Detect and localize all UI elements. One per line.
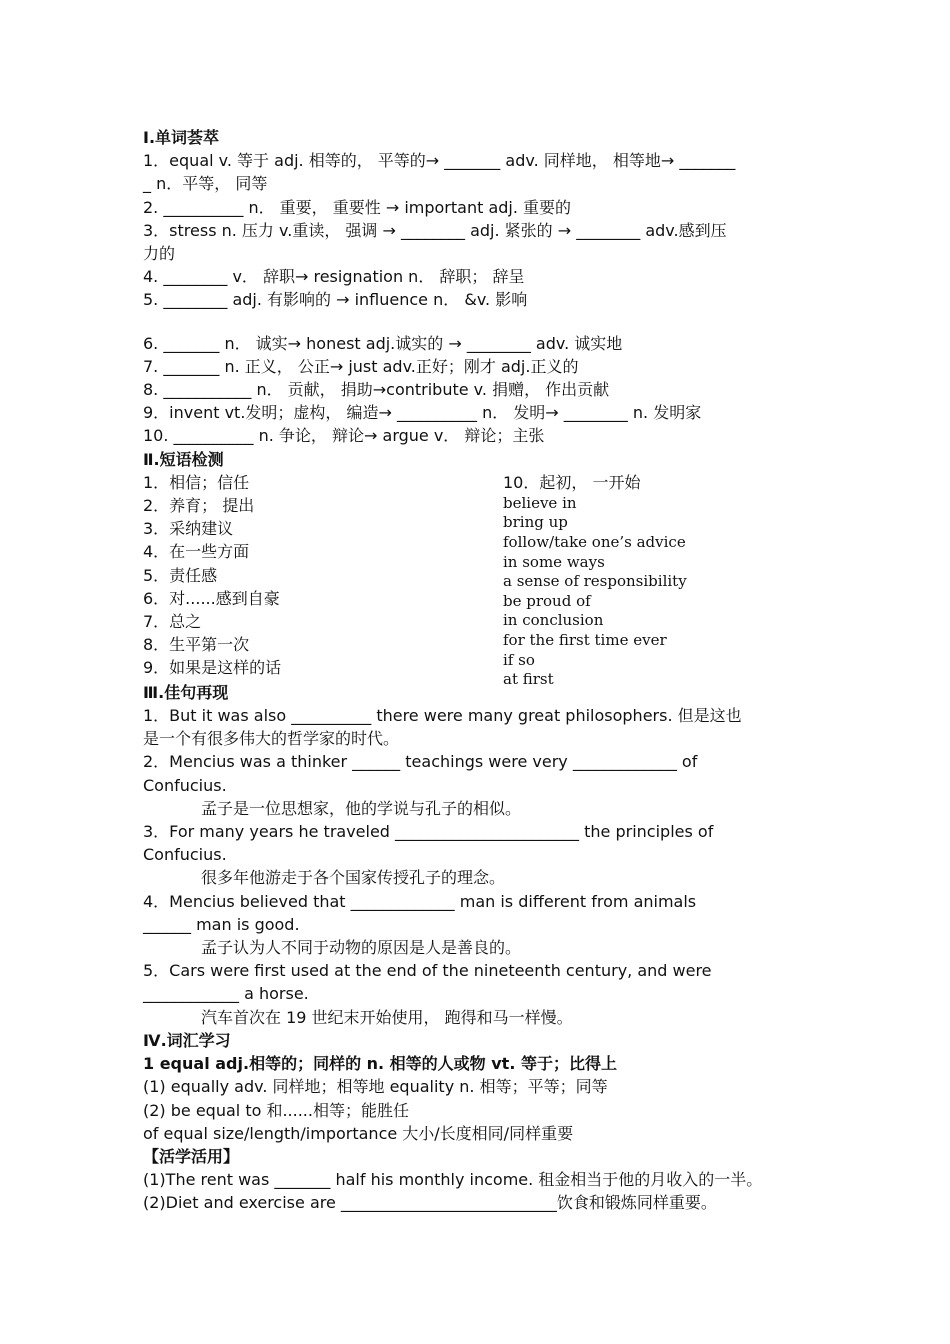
practice-heading: 【活学活用】 [143,1146,240,1166]
section3-sentence-list [143,704,823,1029]
phrase-cn-item: 8．生平第一次 [143,635,250,655]
phrase-cn-item: 2．养育； 提出 [143,496,255,516]
worksheet-page [143,126,823,1215]
phrase-answer: bring up [503,513,568,532]
sentence-line: 5．Cars were first used at the end of the nineteenth century, and were [143,961,712,981]
sentence-translation: 孟子认为人不同于动物的原因是人是善良的。 [201,938,522,958]
phrase-cn-item: 4．在一些方面 [143,542,250,562]
phrase-answer: believe in [503,493,577,512]
sentence-line: Confucius. [143,845,227,865]
sentence-translation: 很多年他游走于各个国家传授孔子的理念。 [201,868,506,888]
phrase-cn-item: 9．如果是这样的话 [143,658,282,678]
word-phrase: (2) be equal to 和......相等；能胜任 [143,1100,409,1120]
vocab-line: 1．equal v. 等于 adj. 相等的， 平等的→ _______ adv. 同样地， 相等地→ _______ [143,151,736,171]
phrase-cn-item: 7．总之 [143,612,202,632]
phrase-cn-item-10: 10．起初， 一开始 [503,472,641,492]
sentence-line: 3．For many years he traveled _______________________ the principles of [143,822,714,842]
phrase-answer: for the first time ever [503,631,667,649]
sentence-line: ____________ a horse. [143,984,309,1004]
phrase-answer: if so [503,650,535,669]
phrase-cn-item: 3．采纳建议 [143,519,234,539]
section4-heading: Ⅳ.词汇学习 [143,1030,231,1050]
phrase-check-block [143,471,823,689]
sentence-translation: 汽车首次在 19 世纪末开始使用， 跑得和马一样慢。 [201,1007,573,1027]
vocab-line: 7. _______ n. 正义， 公正→ just adv.正好；刚才 adj.正义的 [143,356,579,376]
word-phrase-example: of equal size/length/importance 大小/长度相同/同样重要 [143,1123,574,1143]
phrase-answer: in conclusion [503,611,604,630]
phrase-answer: follow/take one’s advice [503,533,686,552]
word-derivative: (1) equally adv. 同样地；相等地 equality n. 相等；平等；同等 [143,1077,608,1097]
vocab-line: 8. ___________ n． 贡献， 捐助→contribute v. 捐赠， 作出贡献 [143,380,610,400]
vocab-line: 4. ________ v． 辞职→ resignation n． 辞职； 辞呈 [143,267,525,287]
practice-item: (2)Diet and exercise are ___________________________饮食和锻炼同样重要。 [143,1193,717,1213]
phrase-cn-item: 6．对......感到自豪 [143,588,280,608]
vocab-line: 3．stress n. 压力 v.重读， 强调 → ________ adj. 紧张的 → ________ adv.感到压 [143,220,727,240]
section2-heading: Ⅱ.短语检测 [143,449,224,469]
phrase-answer: be proud of [503,591,591,610]
vocab-line: 6. _______ n． 诚实→ honest adj.诚实的 → ________ adv. 诚实地 [143,333,623,353]
phrase-answer: in some ways [503,552,605,571]
section1-heading: Ⅰ.单词荟萃 [143,128,220,147]
phrase-answer: at first [503,670,554,689]
spacer [143,312,823,332]
section3-heading: Ⅲ.佳句再现 [143,682,229,702]
section1-vocab-list [143,149,823,447]
sentence-line: 是一个有很多伟大的哲学家的时代。 [143,729,400,749]
sentence-line: 2．Mencius was a thinker ______ teachings were very _____________ of [143,752,698,772]
phrase-cn-item: 5．责任感 [143,565,218,585]
vocab-line: 9．invent vt.发明；虚构， 编造→ __________ n． 发明→ ________ n. 发明家 [143,403,702,423]
vocab-line: 10. __________ n. 争论， 辩论→ argue v． 辩论；主张 [143,426,545,446]
sentence-translation: 孟子是一位思想家，他的学说与孔子的相似。 [201,798,522,818]
sentence-line: Confucius. [143,775,227,795]
vocab-line: 2. __________ n． 重要， 重要性 → important adj. 重要的 [143,197,572,217]
sentence-line: ______ man is good. [143,914,300,934]
word-entry-equal: 1 equal adj.相等的；同样的 n. 相等的人或物 vt. 等于；比得上 [143,1054,617,1074]
phrase-answer-column [503,494,823,690]
sentence-line: 1．But it was also __________ there were many great philosophers. 但是这也 [143,706,742,726]
vocab-line: 5. ________ adj. 有影响的 → influence n． &v. 影响 [143,290,528,310]
phrase-cn-item: 1．相信；信任 [143,472,250,492]
vocab-line: _ n．平等， 同等 [143,174,268,194]
vocab-line: 力的 [143,244,176,264]
phrase-answer: a sense of responsibility [503,572,687,591]
sentence-line: 4．Mencius believed that _____________ man is different from animals [143,891,697,911]
phrase-cn-column [143,471,483,680]
practice-item: (1)The rent was _______ half his monthly income. 租金相当于他的月收入的一半。 [143,1170,763,1190]
